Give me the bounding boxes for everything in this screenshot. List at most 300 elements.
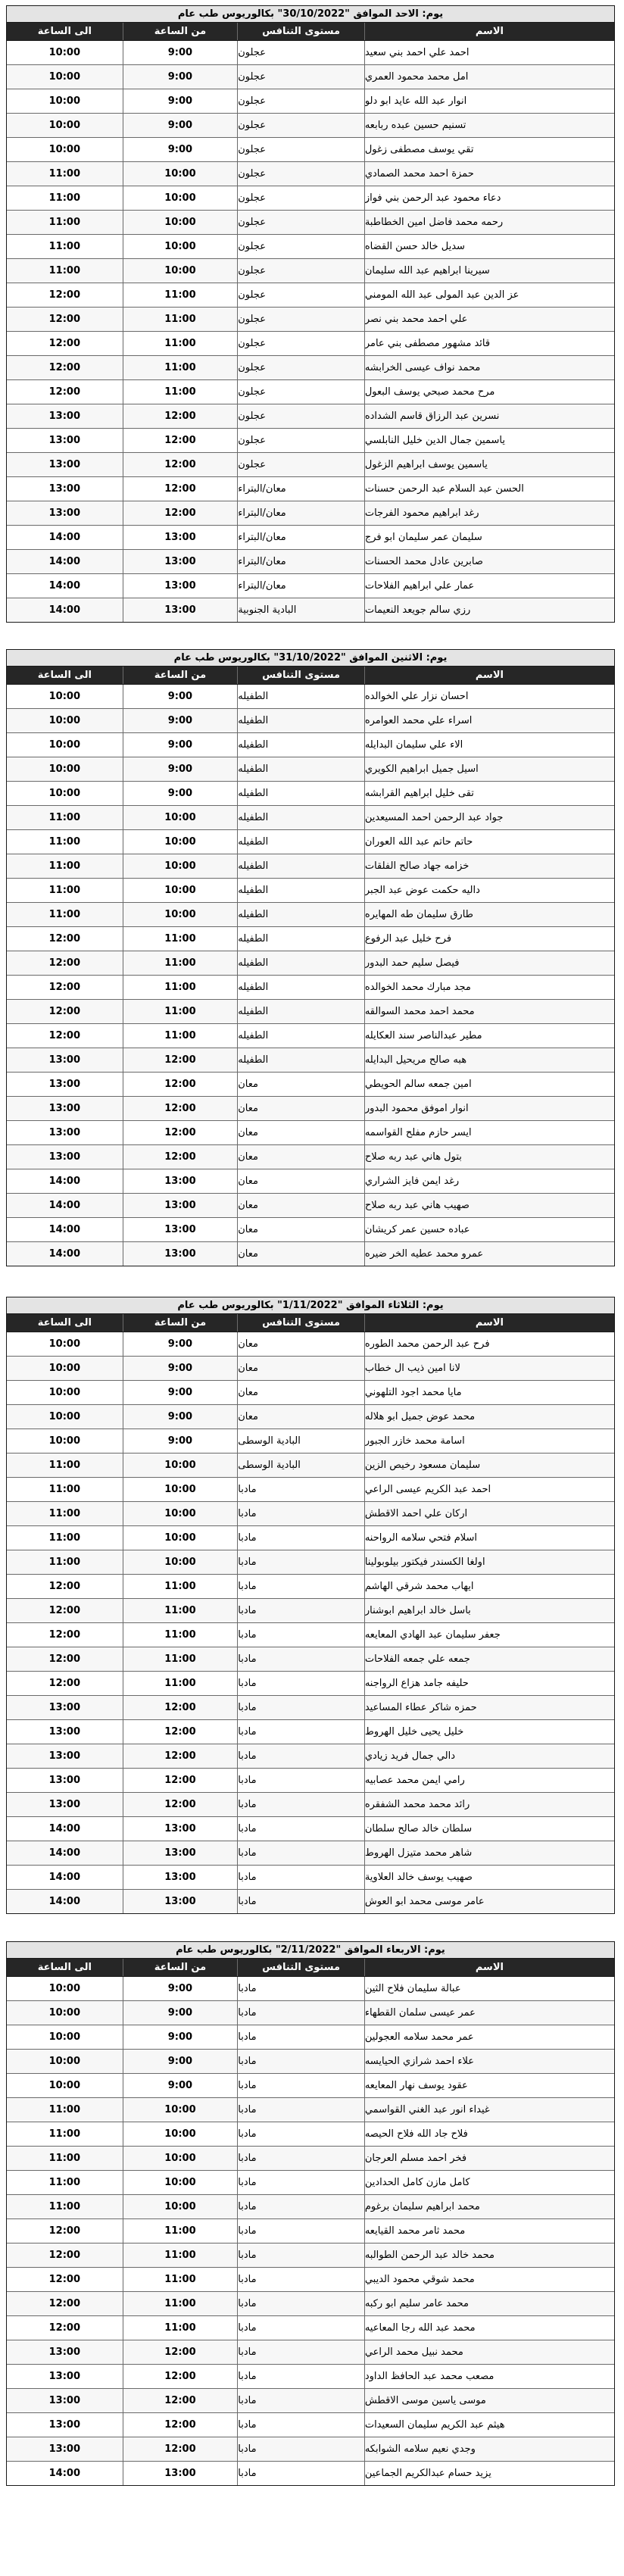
cell-to: 12:00 [7, 283, 123, 307]
cell-name: حليفه جامد هزاع الرواجنه [364, 1678, 469, 1689]
cell-from: 10:00 [123, 879, 239, 902]
header-name: الاسم [475, 1317, 504, 1329]
table-row [7, 2147, 614, 2171]
cell-level: معان [238, 1381, 365, 1404]
cell-to: 13:00 [7, 404, 123, 428]
cell-level: مادبا [238, 1744, 365, 1768]
cell-to: 11:00 [7, 806, 123, 829]
cell-to: 11:00 [7, 1550, 123, 1574]
cell-level: مادبا [238, 1599, 365, 1622]
cell-from: 13:00 [123, 1218, 239, 1241]
cell-from: 11:00 [123, 1647, 239, 1671]
cell-name: مرح محمد صبحي يوسف البعول [364, 386, 495, 398]
cell-to: 10:00 [7, 2074, 123, 2097]
cell-level: مادبا [238, 1502, 365, 1525]
table-row [7, 2365, 614, 2389]
cell-level: معان [238, 1218, 365, 1241]
cell-to: 10:00 [7, 1429, 123, 1453]
cell-name: خليل يحيى خليل الهروط [364, 1726, 464, 1738]
cell-level: عجلون [238, 380, 365, 404]
cell-level: عجلون [238, 114, 365, 137]
cell-to: 14:00 [7, 2462, 123, 2485]
cell-to: 13:00 [7, 2437, 123, 2461]
cell-name: محمد ثامر محمد القيايعه [364, 2225, 466, 2237]
cell-level: الطفيله [238, 879, 365, 902]
cell-level: معان [238, 1121, 365, 1144]
cell-from: 11:00 [123, 283, 239, 307]
cell-level: مادبا [238, 2462, 365, 2485]
cell-level: الطفيله [238, 951, 365, 975]
cell-level: البادية الوسطى [238, 1429, 365, 1453]
cell-from: 9:00 [123, 114, 239, 137]
table-header [7, 1959, 614, 1977]
cell-from: 11:00 [123, 1599, 239, 1622]
cell-from: 12:00 [123, 1696, 239, 1719]
cell-to: 12:00 [7, 2268, 123, 2291]
table-row [7, 1073, 614, 1097]
cell-from: 10:00 [123, 1550, 239, 1574]
cell-to: 11:00 [7, 2171, 123, 2194]
cell-level: معان [238, 1242, 365, 1266]
cell-to: 12:00 [7, 2292, 123, 2315]
cell-from: 9:00 [123, 2001, 239, 2025]
cell-level: عجلون [238, 89, 365, 113]
cell-name: محمد شوقي محمود الديبي [364, 2274, 475, 2285]
cell-to: 14:00 [7, 1194, 123, 1217]
table-row [7, 501, 614, 526]
cell-from: 9:00 [123, 138, 239, 161]
cell-name: عبالة سليمان فلاح الثين [364, 1983, 461, 1994]
table-row [7, 806, 614, 830]
table-row [7, 2437, 614, 2462]
table-row [7, 1121, 614, 1145]
cell-from: 10:00 [123, 1526, 239, 1550]
cell-name: تسنيم حسين عبده ربابعه [364, 120, 466, 131]
cell-from: 9:00 [123, 2050, 239, 2073]
cell-name: عمر محمد سلامه العجولين [364, 2031, 474, 2043]
cell-level: مادبا [238, 1720, 365, 1744]
cell-name: هيثم عبد الكريم سليمان السعيدات [364, 2419, 505, 2431]
table-row [7, 1744, 614, 1769]
cell-to: 12:00 [7, 308, 123, 331]
cell-to: 12:00 [7, 1000, 123, 1023]
cell-level: مادبا [238, 1866, 365, 1889]
cell-to: 11:00 [7, 2147, 123, 2170]
cell-from: 11:00 [123, 356, 239, 379]
cell-name: وجدي نعيم سلامه الشوابكه [364, 2443, 476, 2455]
table-row [7, 526, 614, 550]
cell-name: مصعب محمد عبد الحافظ الداود [364, 2371, 495, 2382]
cell-to: 13:00 [7, 1097, 123, 1120]
cell-to: 13:00 [7, 1793, 123, 1816]
cell-to: 10:00 [7, 2050, 123, 2073]
cell-level: عجلون [238, 65, 365, 89]
cell-from: 12:00 [123, 2389, 239, 2412]
table-row [7, 211, 614, 235]
cell-to: 11:00 [7, 854, 123, 878]
cell-name: جعفر سليمان عبد الهادي المعايعه [364, 1629, 501, 1641]
cell-level: معان [238, 1145, 365, 1169]
cell-level: مادبا [238, 2243, 365, 2267]
table-row [7, 1429, 614, 1453]
cell-level: معان [238, 1357, 365, 1380]
cell-to: 10:00 [7, 2001, 123, 2025]
table-row [7, 1720, 614, 1744]
table-row [7, 235, 614, 259]
table-row [7, 259, 614, 283]
cell-name: حاتم حاتم عبد الله العوران [364, 836, 473, 848]
table-row [7, 1672, 614, 1696]
cell-level: مادبا [238, 2219, 365, 2243]
cell-name: تقى خليل ابراهيم القرابشه [364, 788, 474, 799]
cell-from: 13:00 [123, 1817, 239, 1841]
cell-level: مادبا [238, 1890, 365, 1913]
cell-name: موسى ياسين موسى الاقطش [364, 2395, 486, 2406]
table-row [7, 2389, 614, 2413]
cell-level: مادبا [238, 2413, 365, 2437]
cell-from: 10:00 [123, 259, 239, 283]
table-row [7, 356, 614, 380]
cell-from: 9:00 [123, 1357, 239, 1380]
table-row [7, 976, 614, 1000]
cell-from: 12:00 [123, 1793, 239, 1816]
cell-name: اسلام فتحي سلامه الرواحنه [364, 1532, 478, 1544]
cell-level: مادبا [238, 2122, 365, 2146]
cell-name: اركان علي احمد الاقطش [364, 1508, 468, 1519]
table-row [7, 951, 614, 976]
cell-name: مجد مبارك محمد الخوالده [364, 982, 471, 993]
table-body [7, 1332, 614, 1913]
cell-to: 12:00 [7, 1024, 123, 1048]
cell-to: 13:00 [7, 2365, 123, 2388]
cell-name: سديل خالد حسن القضاه [364, 241, 465, 252]
cell-to: 14:00 [7, 550, 123, 573]
cell-level: عجلون [238, 332, 365, 355]
cell-name: عامر موسى محمد ابو العوش [364, 1896, 485, 1907]
header-to: الى الساعة [7, 1959, 123, 1976]
cell-level: عجلون [238, 308, 365, 331]
cell-name: احسان نزار علي الخوالده [364, 691, 469, 702]
cell-level: الطفيله [238, 854, 365, 878]
table-row [7, 1793, 614, 1817]
table-row [7, 574, 614, 598]
cell-to: 10:00 [7, 1381, 123, 1404]
cell-level: عجلون [238, 211, 365, 234]
cell-to: 11:00 [7, 2098, 123, 2122]
cell-level: الطفيله [238, 830, 365, 854]
cell-level: مادبا [238, 2098, 365, 2122]
cell-level: عجلون [238, 235, 365, 258]
table-row [7, 1599, 614, 1623]
table-row [7, 1024, 614, 1048]
cell-name: دعاء محمود عبد الرحمن بني فواز [364, 192, 501, 204]
cell-to: 14:00 [7, 1817, 123, 1841]
cell-level: معان [238, 1332, 365, 1356]
cell-to: 12:00 [7, 951, 123, 975]
cell-from: 13:00 [123, 1841, 239, 1865]
cell-from: 9:00 [123, 1405, 239, 1429]
cell-to: 12:00 [7, 976, 123, 999]
cell-from: 13:00 [123, 1194, 239, 1217]
table-row [7, 138, 614, 162]
cell-level: عجلون [238, 138, 365, 161]
cell-to: 11:00 [7, 830, 123, 854]
cell-level: عجلون [238, 41, 365, 64]
cell-to: 12:00 [7, 380, 123, 404]
table-row [7, 1866, 614, 1890]
cell-name: فخر احمد مسلم العرجان [364, 2153, 467, 2164]
cell-to: 13:00 [7, 1121, 123, 1144]
cell-name: هبه صالح مريحيل البدايله [364, 1054, 467, 1066]
cell-level: مادبا [238, 2437, 365, 2461]
table-row [7, 903, 614, 927]
cell-to: 12:00 [7, 356, 123, 379]
cell-to: 10:00 [7, 1405, 123, 1429]
cell-from: 11:00 [123, 2292, 239, 2315]
table-row [7, 830, 614, 854]
cell-name: عمرو محمد عطيه الخر ضيره [364, 1248, 484, 1260]
cell-level: مادبا [238, 1526, 365, 1550]
cell-level: معان/البتراء [238, 550, 365, 573]
cell-name: رحمه محمد فاضل امين الخطاطبة [364, 217, 504, 228]
header-name: الاسم [475, 26, 504, 37]
cell-from: 12:00 [123, 2437, 239, 2461]
cell-to: 14:00 [7, 1218, 123, 1241]
table-row [7, 2219, 614, 2243]
cell-to: 10:00 [7, 1357, 123, 1380]
cell-to: 10:00 [7, 782, 123, 805]
cell-name: داليه حكمت عوض عبد الجبر [364, 885, 480, 896]
header-level: مستوى التنافس [238, 23, 365, 40]
cell-to: 10:00 [7, 1332, 123, 1356]
cell-from: 12:00 [123, 501, 239, 525]
cell-from: 11:00 [123, 2219, 239, 2243]
cell-from: 11:00 [123, 332, 239, 355]
header-name: الاسم [475, 1962, 504, 1973]
cell-to: 11:00 [7, 1526, 123, 1550]
cell-from: 9:00 [123, 757, 239, 781]
cell-from: 11:00 [123, 976, 239, 999]
cell-level: معان/البتراء [238, 526, 365, 549]
cell-level: الطفيله [238, 903, 365, 926]
table-row [7, 782, 614, 806]
cell-from: 13:00 [123, 1890, 239, 1913]
cell-level: مادبا [238, 1672, 365, 1695]
cell-to: 10:00 [7, 65, 123, 89]
table-row [7, 89, 614, 114]
cell-name: عمر عيسى سلمان القطهاء [364, 2007, 476, 2019]
cell-to: 13:00 [7, 2340, 123, 2364]
cell-from: 12:00 [123, 1145, 239, 1169]
day-table [6, 1941, 615, 2486]
cell-name: جواد عبد الرحمن احمد المسيعدين [364, 812, 504, 823]
cell-level: عجلون [238, 162, 365, 186]
cell-level: الطفيله [238, 1000, 365, 1023]
cell-name: كامل مازن كامل الحدادين [364, 2177, 470, 2188]
cell-level: الطفيله [238, 806, 365, 829]
cell-name: صهيب هاني عبد ربه صلاح [364, 1200, 470, 1211]
day-table [6, 1297, 615, 1914]
cell-level: الطفيله [238, 976, 365, 999]
table-row [7, 757, 614, 782]
cell-level: معان [238, 1194, 365, 1217]
header-from: من الساعة [123, 667, 239, 684]
day-title: يوم: الاربعاء الموافق "2/11/2022" بكالوريوس طب عام [7, 1942, 614, 1959]
cell-name: سليمان مسعود رخيص الزين [364, 1460, 481, 1471]
cell-from: 10:00 [123, 2147, 239, 2170]
cell-from: 13:00 [123, 574, 239, 598]
table-row [7, 879, 614, 903]
table-row [7, 1575, 614, 1599]
day-title: يوم: الاحد الموافق "30/10/2022" بكالوريوس طب عام [7, 6, 614, 23]
cell-level: الطفيله [238, 685, 365, 708]
cell-from: 12:00 [123, 1744, 239, 1768]
cell-name: صهيب يوسف خالد العلاوية [364, 1872, 473, 1883]
table-body [7, 685, 614, 1266]
cell-name: سيرينا ابراهيم عبد الله سليمان [364, 265, 490, 276]
cell-level: مادبا [238, 2340, 365, 2364]
cell-from: 9:00 [123, 1977, 239, 2000]
cell-name: انوار عبد الله عايد ابو دلو [364, 95, 467, 107]
cell-from: 9:00 [123, 709, 239, 732]
cell-name: قائد مشهور مصطفى بني عامر [364, 338, 491, 349]
table-row [7, 283, 614, 308]
cell-to: 14:00 [7, 526, 123, 549]
cell-name: انوار اموفق محمود البدور [364, 1103, 469, 1114]
table-row [7, 1841, 614, 1866]
cell-from: 13:00 [123, 2462, 239, 2485]
cell-level: الطفيله [238, 709, 365, 732]
cell-level: عجلون [238, 453, 365, 476]
day-title: يوم: الثلاثاء الموافق "1/11/2022" بكالوريوس طب عام [7, 1297, 614, 1314]
table-row [7, 1048, 614, 1073]
table-row [7, 2462, 614, 2485]
cell-level: مادبا [238, 2316, 365, 2340]
cell-to: 12:00 [7, 2316, 123, 2340]
table-body [7, 41, 614, 622]
cell-name: الحسن عبد السلام عبد الرحمن حسنات [364, 483, 524, 495]
cell-name: علي احمد محمد بني نصر [364, 314, 468, 325]
cell-from: 10:00 [123, 903, 239, 926]
table-row [7, 1769, 614, 1793]
cell-to: 14:00 [7, 1866, 123, 1889]
table-body [7, 1977, 614, 2485]
table-row [7, 1647, 614, 1672]
cell-level: عجلون [238, 283, 365, 307]
cell-name: امين جمعه سالم الحويطي [364, 1079, 472, 1090]
table-row [7, 1550, 614, 1575]
cell-from: 9:00 [123, 1429, 239, 1453]
cell-name: محمد نواف عيسى الخرابشه [364, 362, 481, 373]
table-row [7, 404, 614, 429]
cell-to: 13:00 [7, 1073, 123, 1096]
cell-name: لانا امين ذيب ال خطاب [364, 1363, 460, 1374]
cell-to: 12:00 [7, 1575, 123, 1598]
cell-from: 12:00 [123, 2413, 239, 2437]
cell-to: 11:00 [7, 879, 123, 902]
cell-to: 12:00 [7, 1672, 123, 1695]
cell-to: 12:00 [7, 1647, 123, 1671]
cell-to: 13:00 [7, 453, 123, 476]
cell-level: مادبا [238, 2074, 365, 2097]
cell-from: 9:00 [123, 733, 239, 757]
cell-from: 13:00 [123, 1866, 239, 1889]
cell-name: محمد عبد الله رجا المعاعيه [364, 2322, 476, 2334]
table-row [7, 308, 614, 332]
cell-name: علاء احمد شرازي الحيايسه [364, 2056, 475, 2067]
cell-to: 11:00 [7, 1453, 123, 1477]
cell-to: 13:00 [7, 2389, 123, 2412]
table-row [7, 114, 614, 138]
cell-name: فلاح جاد الله فلاح الحيصه [364, 2128, 468, 2140]
cell-level: الطفيله [238, 927, 365, 951]
cell-name: مطير عبدالناصر سند العكايله [364, 1030, 482, 1041]
cell-name: عباده حسين عمر كريشان [364, 1224, 470, 1235]
cell-from: 10:00 [123, 2122, 239, 2146]
cell-from: 9:00 [123, 685, 239, 708]
table-row [7, 709, 614, 733]
table-header [7, 667, 614, 685]
cell-from: 11:00 [123, 1000, 239, 1023]
cell-name: باسل خالد ابراهيم ابوشنار [364, 1605, 471, 1616]
cell-from: 9:00 [123, 41, 239, 64]
table-row [7, 477, 614, 501]
cell-to: 12:00 [7, 1623, 123, 1647]
table-row [7, 2001, 614, 2025]
cell-from: 12:00 [123, 2340, 239, 2364]
cell-level: معان [238, 1169, 365, 1193]
cell-name: رائد محمد محمد الشفقره [364, 1799, 470, 1810]
cell-level: مادبا [238, 2365, 365, 2388]
cell-to: 12:00 [7, 1599, 123, 1622]
cell-level: مادبا [238, 1478, 365, 1501]
cell-to: 13:00 [7, 501, 123, 525]
table-row [7, 1502, 614, 1526]
cell-to: 10:00 [7, 114, 123, 137]
table-row [7, 65, 614, 89]
cell-level: عجلون [238, 186, 365, 210]
cell-to: 10:00 [7, 41, 123, 64]
cell-name: جمعه علي جمعه الفلاحات [364, 1653, 470, 1665]
cell-name: حمزه شاكر عطاء المساعيد [364, 1702, 477, 1713]
table-row [7, 1526, 614, 1550]
cell-to: 12:00 [7, 927, 123, 951]
cell-name: اسيل جميل ابراهيم الكويري [364, 763, 479, 775]
cell-to: 12:00 [7, 332, 123, 355]
cell-name: اسراء علي محمد العوامره [364, 715, 473, 726]
cell-level: الطفيله [238, 1024, 365, 1048]
cell-name: اسامة محمد خازر الجبور [364, 1435, 465, 1447]
cell-to: 13:00 [7, 477, 123, 501]
cell-from: 13:00 [123, 526, 239, 549]
table-row [7, 927, 614, 951]
table-row [7, 1332, 614, 1357]
day-title: يوم: الاثنين الموافق "31/10/2022" بكالوريوس طب عام [7, 650, 614, 667]
cell-from: 13:00 [123, 1169, 239, 1193]
cell-from: 12:00 [123, 2365, 239, 2388]
cell-level: مادبا [238, 1696, 365, 1719]
cell-from: 11:00 [123, 2243, 239, 2267]
cell-name: عقود يوسف نهار المعايعه [364, 2080, 468, 2091]
table-row [7, 380, 614, 404]
cell-level: مادبا [238, 1793, 365, 1816]
cell-level: مادبا [238, 1575, 365, 1598]
table-row [7, 2122, 614, 2147]
cell-level: البادية الجنوبية [238, 598, 365, 622]
table-row [7, 1169, 614, 1194]
cell-level: مادبا [238, 2292, 365, 2315]
cell-to: 13:00 [7, 1720, 123, 1744]
